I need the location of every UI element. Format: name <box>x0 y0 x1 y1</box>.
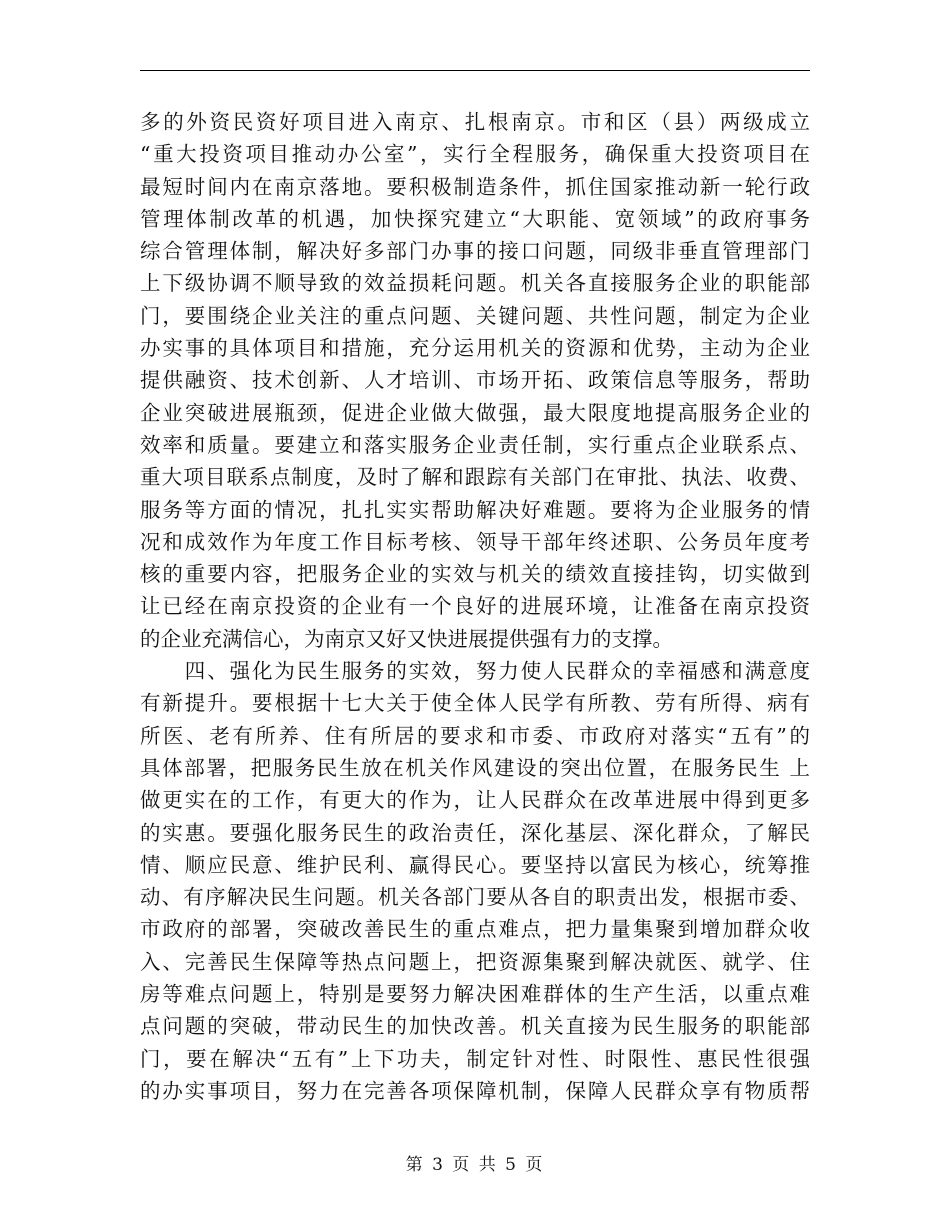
text-line: 让已经在南京投资的企业有一个良好的进展环境，让准备在南京投资 <box>140 594 810 619</box>
text-line: 所医、老有所养、住有所居的要求和市委、市政府对落实“五有”的 <box>140 723 810 748</box>
text-line: “重大投资项目推动办公室”，实行全程服务，确保重大投资项目在 <box>140 142 810 167</box>
text-line: 效率和质量。要建立和落实服务企业责任制，实行重点企业联系点、 <box>140 432 810 457</box>
text-line: 管理体制改革的机遇，加快探究建立“大职能、宽领域”的政府事务 <box>140 206 810 231</box>
text-line: 的企业充满信心，为南京又好又快进展提供强有力的支撑。 <box>140 626 673 651</box>
text-line: 做更实在的工作，有更大的作为，让人民群众在改革进展中得到更多 <box>140 788 810 813</box>
text-line: 核的重要内容，把服务企业的实效与机关的绩效直接挂钩，切实做到 <box>140 562 810 587</box>
text-line: 上下级协调不顺导致的效益损耗问题。机关各直接服务企业的职能部 <box>140 271 810 296</box>
text-line: 情、顺应民意、维护民利、赢得民心。要坚持以富民为核心，统筹推 <box>140 852 810 877</box>
text-line: 市政府的部署，突破改善民生的重点难点，把力量集聚到增加群众收 <box>140 917 810 942</box>
text-line: 的办实事项目，努力在完善各项保障机制，保障人民群众享有物质帮 <box>140 1078 810 1103</box>
text-line: 房等难点问题上，特别是要努力解决困难群体的生产生活，以重点难 <box>140 982 810 1007</box>
text-line: 最短时间内在南京落地。要积极制造条件，抓住国家推动新一轮行政 <box>140 174 810 199</box>
text-line: 企业突破进展瓶颈，促进企业做大做强，最大限度地提高服务企业的 <box>140 400 810 425</box>
text-line: 办实事的具体项目和措施，充分运用机关的资源和优势，主动为企业 <box>140 336 810 361</box>
text-line: 动、有序解决民生问题。机关各部门要从各自的职责出发，根据市委、 <box>140 885 810 910</box>
text-line: 有新提升。要根据十七大关于使全体人民学有所教、劳有所得、病有 <box>140 691 810 716</box>
text-line: 况和成效作为年度工作目标考核、领导干部年终述职、公务员年度考 <box>140 529 810 554</box>
text-line: 四、强化为民生服务的实效，努力使人民群众的幸福感和满意度 <box>140 659 810 684</box>
text-line: 服务等方面的情况，扎扎实实帮助解决好难题。要将为企业服务的情 <box>140 497 810 522</box>
text-line: 具体部署，把服务民生放在机关作风建设的突出位置，在服务民生 上 <box>140 755 810 780</box>
text-line: 提供融资、技术创新、人才培训、市场开拓、政策信息等服务，帮助 <box>140 368 810 393</box>
text-line: 的实惠。要强化服务民生的政治责任，深化基层、深化群众，了解民 <box>140 820 810 845</box>
text-line: 入、完善民生保障等热点问题上，把资源集聚到解决就医、就学、住 <box>140 949 810 974</box>
document-body <box>140 106 810 1107</box>
text-line: 门，要在解决“五有”上下功夫，制定针对性、时限性、惠民性很强 <box>140 1046 810 1071</box>
text-line: 门，要围绕企业关注的重点问题、关键问题、共性问题，制定为企业 <box>140 303 810 328</box>
text-line: 点问题的突破，带动民生的加快改善。机关直接为民生服务的职能部 <box>140 1014 810 1039</box>
text-line: 多的外资民资好项目进入南京、扎根南京。市和区（县）两级成立 <box>140 110 810 134</box>
text-line: 综合管理体制，解决好多部门办事的接口问题，同级非垂直管理部门 <box>140 239 810 264</box>
header-rule <box>140 70 810 71</box>
page-footer: 第 3 页 共 5 页 <box>405 1155 545 1175</box>
text-line: 重大项目联系点制度，及时了解和跟踪有关部门在审批、执法、收费、 <box>140 465 810 490</box>
